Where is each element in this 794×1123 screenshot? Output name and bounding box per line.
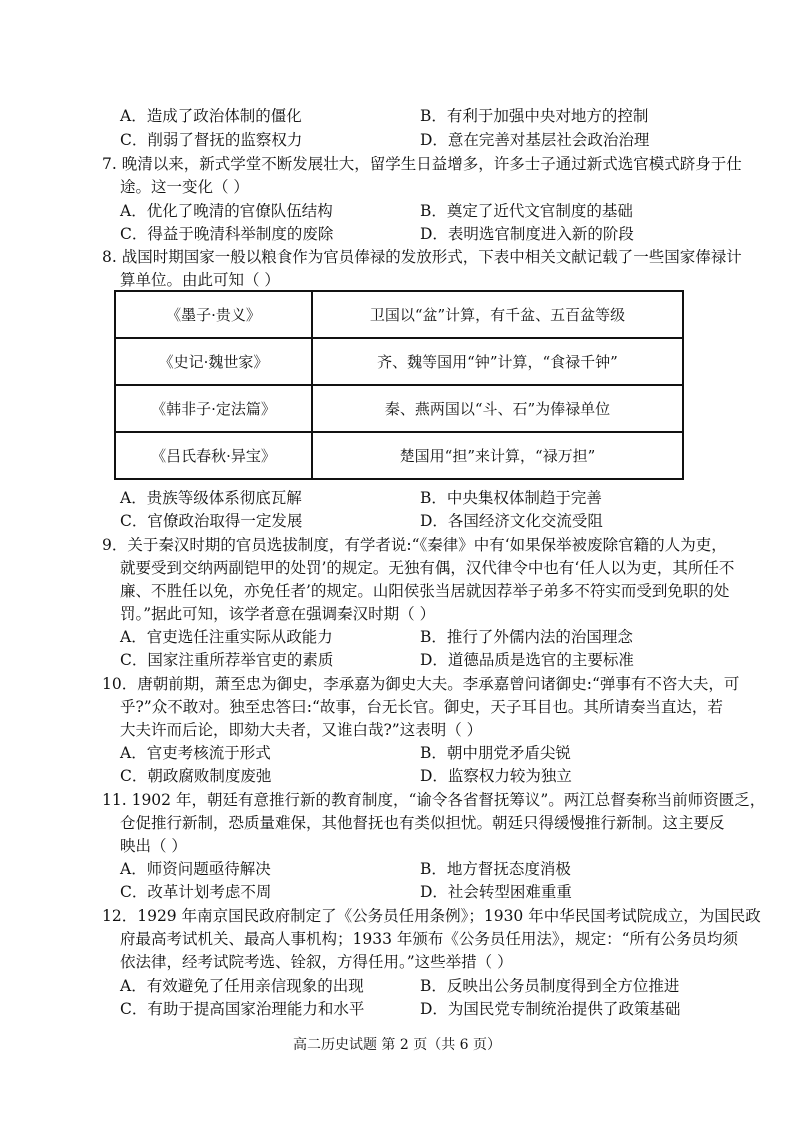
question-8-stem: 8. 战国时期国家一般以粮食作为官员俸禄的发放形式，下表中相关文献记载了一些国家俸禄计 — [102, 248, 742, 266]
question-11-option-b: B．地方督抚态度消极 — [420, 860, 571, 878]
table-row — [115, 432, 683, 479]
question-10-option-a: A．官吏考核流于形式 — [120, 744, 271, 762]
table-row — [115, 291, 683, 338]
question-11-option-d: D．社会转型困难重重 — [420, 883, 572, 901]
question-9-stem: 就要受到交纳两副铠甲的处罚’的规定。无独有偶，汉代律令中也有‘任人以为吏，其所任不 — [120, 559, 735, 577]
question-8-option-c: C．官僚政治取得一定发展 — [120, 512, 303, 530]
question-12-stem: 府最高考试机关、最高人事机构；1933 年颁布《公务员任用法》，规定：“所有公务员均须 — [120, 930, 739, 948]
question-12-option-c: C．有助于提高国家治理能力和水平 — [120, 1000, 365, 1018]
question-7-option-c: C．得益于晚清科举制度的废除 — [120, 225, 334, 243]
table-row — [115, 385, 683, 432]
question-10-option-b: B．朝中朋党矛盾尖锐 — [420, 744, 571, 762]
table-row — [115, 338, 683, 385]
question-9-option-d: D．道德品质是选官的主要标准 — [420, 651, 634, 669]
question-11-stem: 映出（ ） — [120, 837, 187, 855]
question-8-option-a: A．贵族等级体系彻底瓦解 — [120, 489, 302, 507]
table-content-cell: 齐、魏等国用“钟”计算，“食禄千钟” — [312, 338, 683, 385]
question-8-option-b: B．中央集权体制趋于完善 — [420, 489, 602, 507]
question-7-option-a: A．优化了晚清的官僚队伍结构 — [120, 202, 333, 220]
table-source-cell: 《墨子·贵义》 — [115, 291, 312, 338]
stipend-unit-table — [114, 290, 684, 480]
option-b: B．有利于加强中央对地方的控制 — [420, 107, 649, 125]
option-c: C．削弱了督抚的监察权力 — [120, 131, 303, 149]
question-8-option-d: D．各国经济文化交流受阻 — [420, 512, 603, 530]
question-7-stem: 7. 晚清以来，新式学堂不断发展壮大，留学生日益增多，许多士子通过新式选官模式跻身于仕 — [102, 155, 742, 173]
option-a: A．造成了政治体制的僵化 — [120, 107, 302, 125]
question-12-stem: 依法律，经考试院考选、铨叙，方得任用。”这些举措（ ） — [120, 953, 513, 971]
table-source-cell: 《韩非子·定法篇》 — [115, 385, 312, 432]
question-7-stem: 途。这一变化（ ） — [120, 178, 249, 196]
table-content-cell: 楚国用“担”来计算，“禄万担” — [312, 432, 683, 479]
question-9-stem: 罚。”据此可知，该学者意在强调秦汉时期（ ） — [120, 605, 436, 623]
question-9-stem: 廉、不胜任以免，亦免任者’的规定。山阳侯张当居就因荐举子弟多不符实而受到免职的处 — [120, 582, 730, 600]
question-11-stem: 仓促推行新制，恐质量难保，其他督抚也有类似担忧。朝廷只得缓慢推行新制。这主要反 — [120, 814, 725, 832]
question-10-stem: 10．唐朝前期，萧至忠为御史，李承嘉为御史大夫。李承嘉曾问诸御史:“弹事有不咨大夫，可 — [102, 675, 740, 693]
question-9-option-b: B．推行了外儒内法的治国理念 — [420, 628, 633, 646]
page-footer: 高二历史试题 第 2 页（共 6 页） — [292, 1037, 502, 1053]
option-d: D．意在完善对基层社会政治治理 — [420, 131, 650, 149]
question-7-option-b: B．奠定了近代文官制度的基础 — [420, 202, 633, 220]
table-content-cell: 卫国以“盆”计算，有千盆、五百盆等级 — [312, 291, 683, 338]
question-7-option-d: D．表明选官制度进入新的阶段 — [420, 225, 634, 243]
question-10-stem: 大夫许而后论，即劾大夫者，又谁白哉?”这表明（ ） — [120, 721, 483, 739]
question-10-option-c: C．朝政腐败制度废弛 — [120, 767, 272, 785]
table-source-cell: 《史记·魏世家》 — [115, 338, 312, 385]
question-12-stem: 12．1929 年南京国民政府制定了《公务员任用条例》；1930 年中华民国考试院成立，为国民政 — [102, 907, 761, 925]
question-12-option-a: A．有效避免了任用亲信现象的出现 — [120, 977, 364, 995]
question-9-option-c: C．国家注重所荐举官吏的素质 — [120, 651, 334, 669]
question-11-option-a: A．师资问题亟待解决 — [120, 860, 271, 878]
question-10-option-d: D．监察权力较为独立 — [420, 767, 572, 785]
question-8-stem: 算单位。由此可知（ ） — [120, 271, 280, 289]
question-12-option-d: D．为国民党专制统治提供了政策基础 — [420, 1000, 681, 1018]
table-content-cell: 秦、燕两国以“斗、石”为俸禄单位 — [312, 385, 683, 432]
question-9-stem: 9．关于秦汉时期的官员选拔制度，有学者说:“《秦律》中有‘如果保举被废除官籍的人为吏， — [102, 536, 727, 554]
table-source-cell: 《吕氏春秋·异宝》 — [115, 432, 312, 479]
question-11-option-c: C．改革计划考虑不周 — [120, 883, 272, 901]
question-12-option-b: B．反映出公务员制度得到全方位推进 — [420, 977, 680, 995]
question-11-stem: 11. 1902 年，朝廷有意推行新的教育制度，“谕令各省督抚筹议”。两江总督奏称当前师资匮乏， — [102, 791, 766, 809]
question-9-option-a: A．官吏选任注重实际从政能力 — [120, 628, 333, 646]
question-10-stem: 乎?”众不敢对。独至忠答曰:“故事，台无长官。御史，天子耳目也。其所请奏当直达，若 — [120, 698, 723, 716]
